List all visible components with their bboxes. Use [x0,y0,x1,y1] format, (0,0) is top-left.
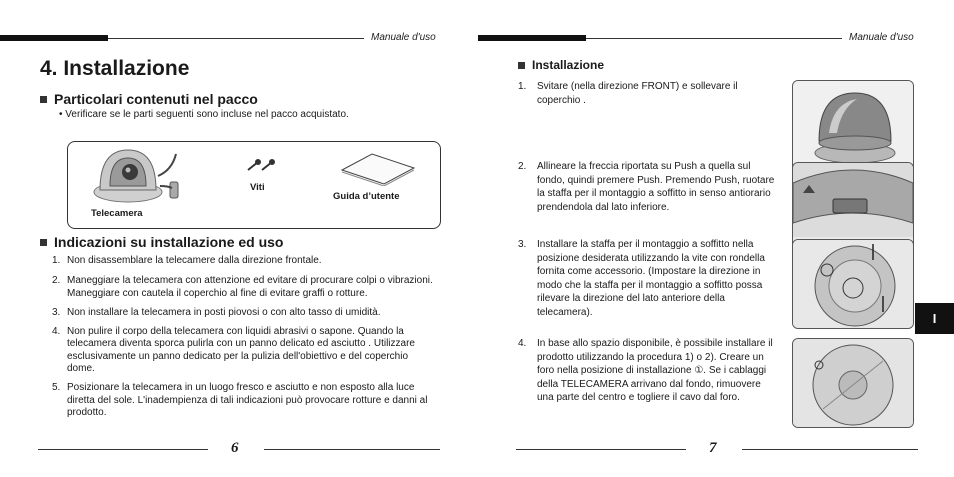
list-item: 1. Non disassemblare la telecamere dalla direzione frontale. [52,255,322,266]
left-header-label: Manuale d'uso [371,32,436,43]
package-note: • Verificare se le parti seguenti sono incluse nel pacco acquistato. [59,109,349,120]
list-item: 2. Maneggiare la telecamera con attenzione ed evitare di procurare colpi o vibrazioni. Maneggiare con cautela il coperchio al fine di evitare graffi o rotture. [52,275,433,299]
square-bullet-icon [40,239,47,246]
list-item: 3. Non installare la telecamera in posti piovosi o con alto tasso di umidità. [52,306,381,318]
manual-icon [338,150,418,186]
package-contents-box [67,141,441,229]
package-section-heading [40,91,258,107]
right-footer-rule-a [516,449,686,450]
installation-heading [518,58,604,72]
package-item-label-screws: Viti [250,182,265,193]
left-footer-rule-a [38,449,208,450]
left-header-rule [108,38,364,39]
instructions-list [52,255,436,419]
side-index-tab: I [915,303,954,334]
right-page-number: 7 [709,440,717,456]
step-3: 3. Installare la staffa per il montaggio a soffitto nella posizione desiderata utilizzando la vite con rondella fornita come accessorio. (Impostare la direzione in modo che la staffa per il montaggio a soffitto possa rilevare la direzione del lato anteriore della telecamera). [518,239,765,318]
list-item: 5. Posizionare la telecamera in un luogo fresco e asciutto e non esposto alla luce diretta del sole. L'inadempienza di tali indicazioni può provocare rotture e danni al prodotto. [52,382,428,418]
package-item-label-manual: Guida d’utente [333,191,400,202]
step-2: 2. Allineare la freccia riportata su Push a quella sul fondo, quindi premere Push. Premendo Push, ruotare la staffa per il montaggio a soffitto in senso antiorario prendendola dal lato inferiore. [518,161,775,213]
dome-cover-photo [792,80,914,174]
left-header-bar [0,35,108,41]
right-header-rule [586,38,842,39]
square-bullet-icon [518,62,525,69]
right-header-label: Manuale d'uso [849,32,914,43]
dome-camera-icon [92,146,192,208]
right-header-bar [478,35,586,41]
installation-heading-text: Installazione [532,58,605,72]
left-footer-rule-b [264,449,440,450]
left-page-number: 6 [231,440,239,456]
step-1: 1. Svitare (nella direzione FRONT) e sollevare il coperchio . [518,81,738,106]
package-item-label-camera: Telecamera [91,208,143,219]
list-item: 4. Non pulire il corpo della telecamera con liquidi abrasivi o sapone. Quando la telecamera diventa sporca pulirla con un panno delicato ed asciutto . Utilizzare esclusivamente un panno dedicato per la pulizia dell'obiettivo e del coperchio dome. [52,326,415,375]
instructions-heading-text: Indicazioni su installazione ed uso [54,234,284,250]
screws-icon [246,158,278,174]
square-bullet-icon [40,96,47,103]
step-4: 4. In base allo spazio disponibile, è possibile installare il prodotto utilizzando la procedura 1) o 2). Creare un foro nella posizione di installazione ①. Se i cablaggi della TELECAMERA arrivano dal fondo, rimuovere una parte del centro e togliere il cavo dal foro. [518,338,773,403]
camera-base-photo [792,338,914,428]
package-heading-text: Particolari contenuti nel pacco [54,91,258,107]
ceiling-bracket-photo [792,239,914,329]
right-footer-rule-b [742,449,918,450]
page-title: 4. Installazione [40,57,190,80]
instructions-section-heading [40,234,283,250]
